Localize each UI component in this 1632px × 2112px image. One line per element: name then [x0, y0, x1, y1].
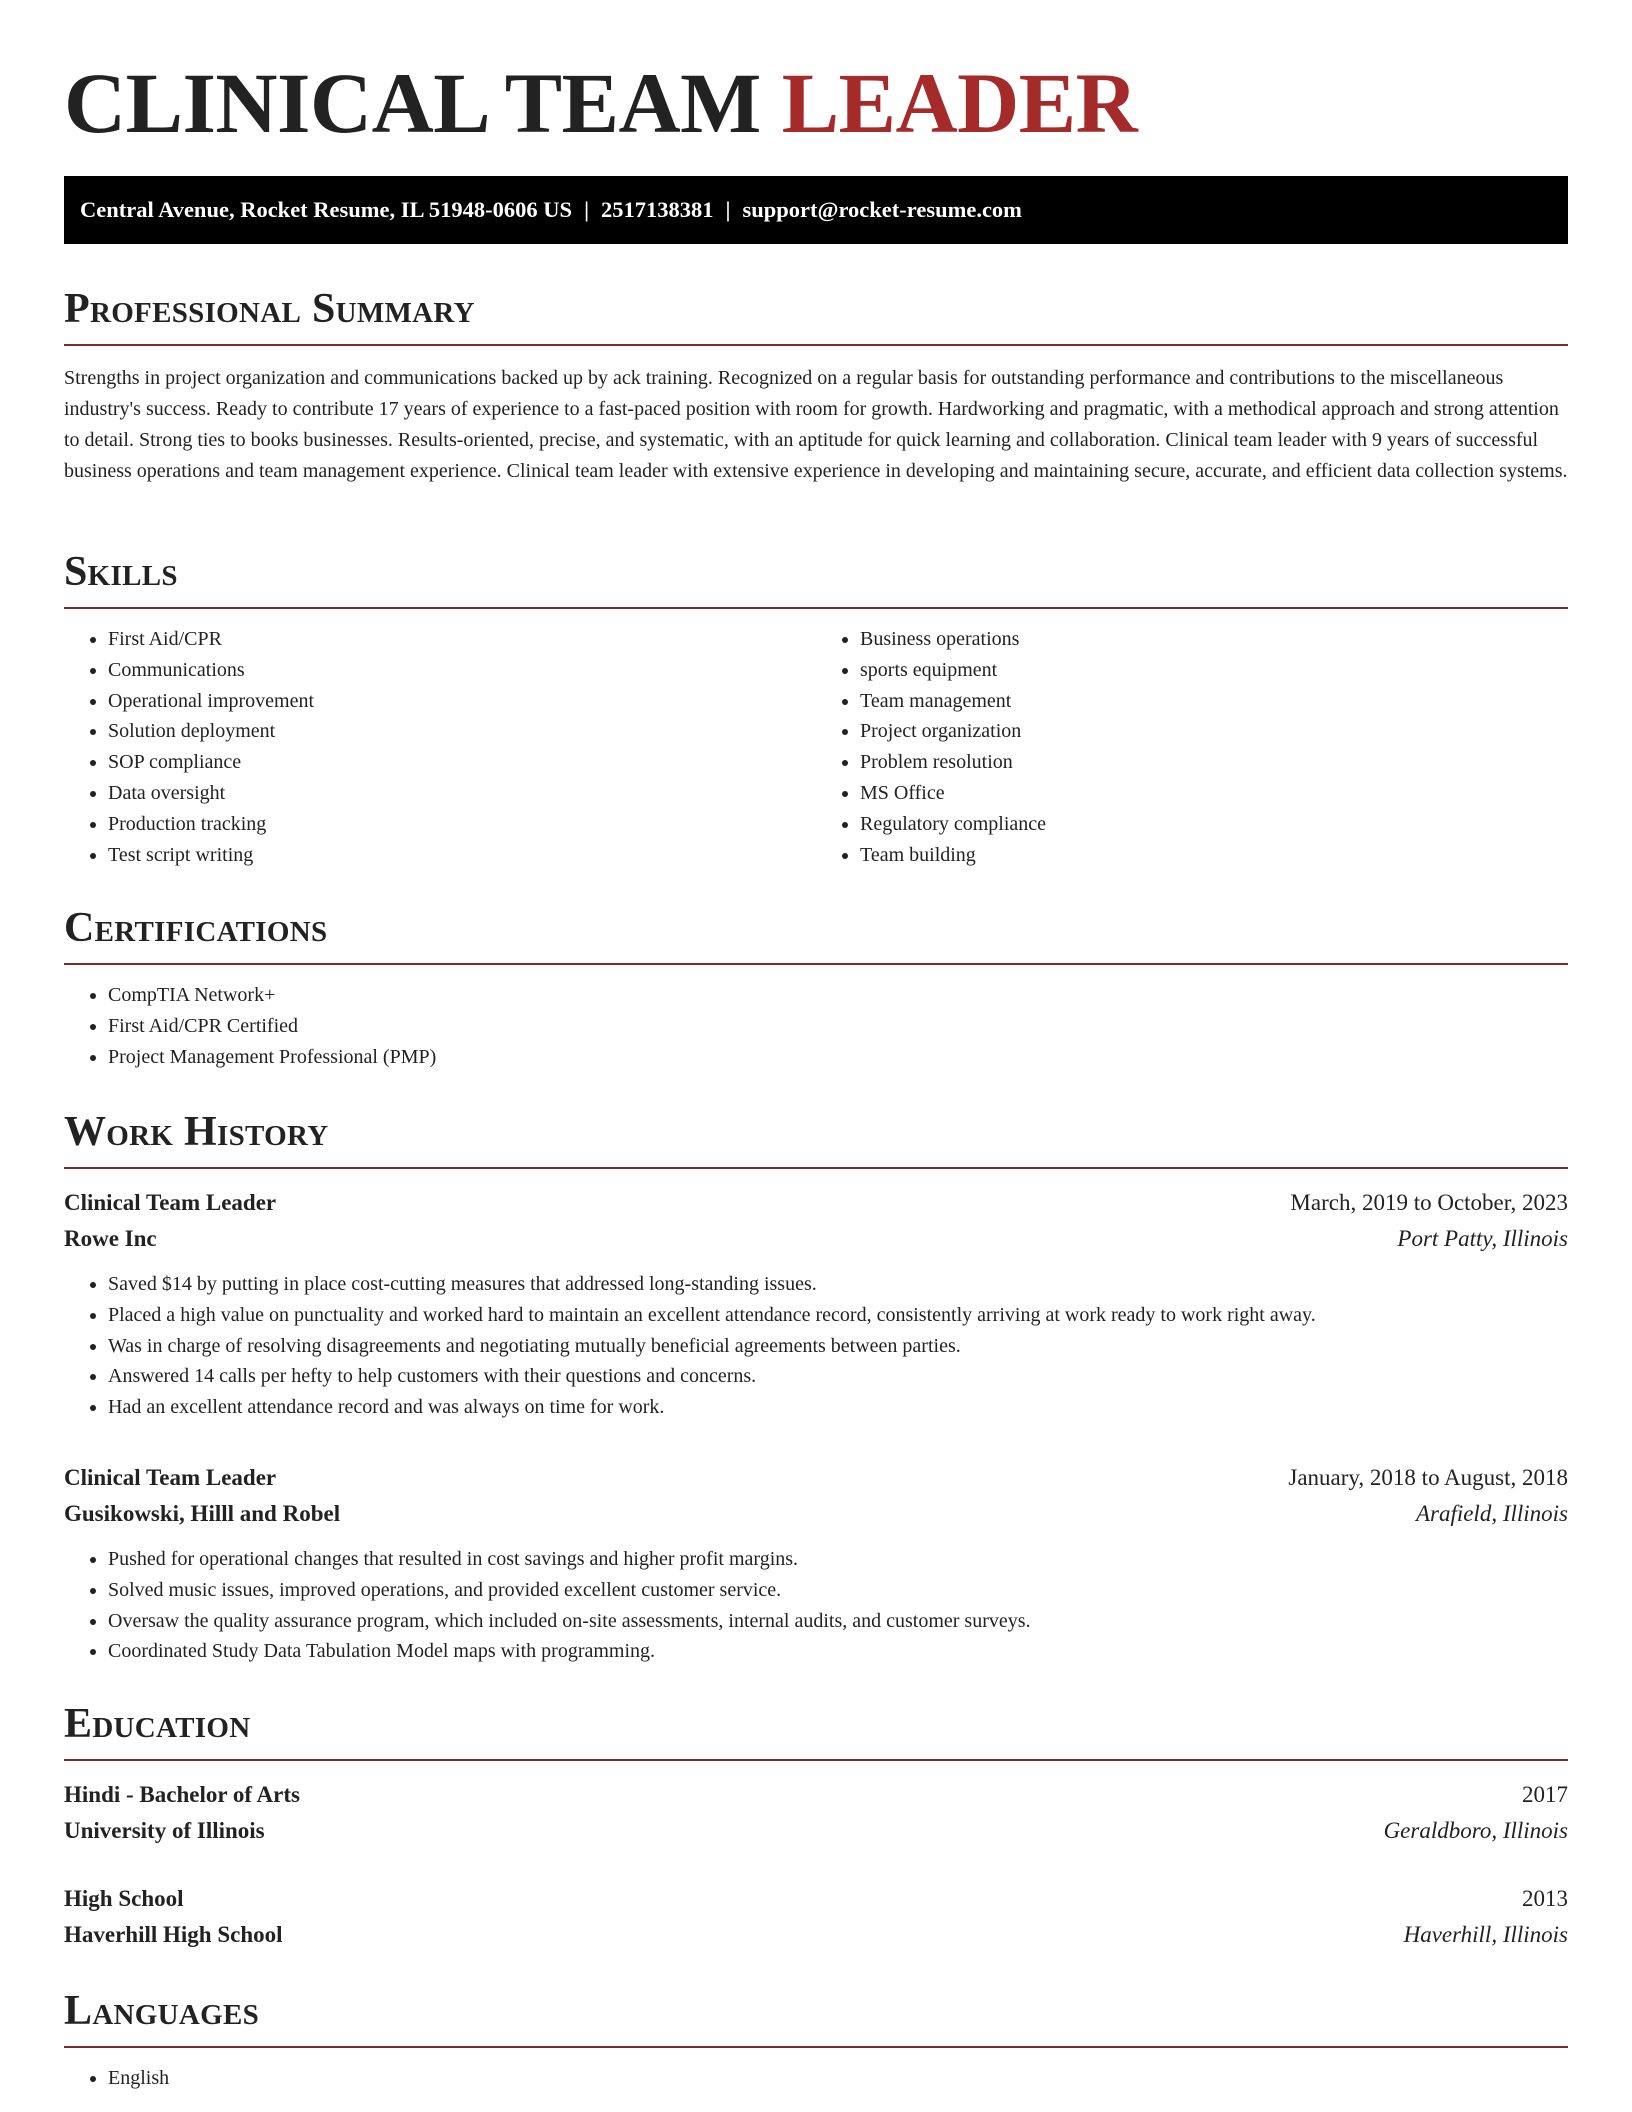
education-location: Geraldboro, Illinois [1383, 1818, 1568, 1843]
skills-columns [64, 624, 1568, 870]
list-item: • Saved $14 by putting in place cost-cutting measures that addressed long-standing issues. [108, 1269, 1568, 1300]
contact-separator: | [584, 197, 590, 222]
education-degree: High School [64, 1886, 184, 1911]
job-entry [64, 1185, 1568, 1423]
list-item: • sports equipment [860, 655, 1568, 686]
list-item: • Production tracking [108, 809, 816, 840]
contact-separator: | [725, 197, 731, 222]
list-item: • SOP compliance [108, 747, 816, 778]
resume-page [64, 0, 1568, 2089]
list-item: • Team building [860, 840, 1568, 871]
job-company-row [64, 1496, 1568, 1532]
section-title-education: Education [64, 1703, 1568, 1761]
contact-phone[interactable]: 2517138381 [601, 197, 714, 222]
work-history-section [64, 1111, 1568, 1423]
list-item: • Data oversight [108, 778, 816, 809]
contact-email[interactable]: support@rocket-resume.com [742, 197, 1022, 222]
list-item: • Project Management Professional (PMP) [108, 1042, 1568, 1073]
contact-address: Central Avenue, Rocket Resume, IL 51948-0606 US [80, 197, 573, 222]
list-item: • Problem resolution [860, 747, 1568, 778]
list-item: • Solved music issues, improved operations, and provided excellent customer service. [108, 1575, 1568, 1606]
languages-section [64, 1990, 1568, 2094]
job-dates: March, 2019 to October, 2023 [1290, 1190, 1568, 1215]
list-item: • Had an excellent attendance record and was always on time for work. [108, 1392, 1568, 1423]
job-company: Rowe Inc [64, 1226, 157, 1251]
summary-section [64, 288, 1568, 487]
section-title-work-history: Work History [64, 1111, 1568, 1169]
job-header-row [64, 1185, 1568, 1221]
education-location: Haverhill, Illinois [1403, 1922, 1568, 1947]
education-year: 2017 [1522, 1782, 1568, 1807]
skills-list-right [816, 624, 1568, 870]
job-title: Clinical Team Leader [64, 1465, 277, 1490]
certifications-list [64, 980, 1568, 1072]
job-company: Gusikowski, Hilll and Robel [64, 1501, 341, 1526]
list-item: • Was in charge of resolving disagreements and negotiating mutually beneficial agreements between parties. [108, 1331, 1568, 1362]
section-title-certifications: Certifications [64, 907, 1568, 965]
list-item: • Coordinated Study Data Tabulation Model maps with programming. [108, 1636, 1568, 1667]
title-accent: LEADER [781, 55, 1138, 151]
education-school: University of Illinois [64, 1818, 265, 1843]
list-item: • First Aid/CPR [108, 624, 816, 655]
education-entry [64, 1777, 1568, 1849]
list-item: • Oversaw the quality assurance program, which included on-site assessments, internal audits, and customer surveys. [108, 1606, 1568, 1637]
resume-title [64, 0, 1568, 158]
job-dates: January, 2018 to August, 2018 [1288, 1465, 1568, 1490]
job-title: Clinical Team Leader [64, 1190, 277, 1215]
education-header-row [64, 1881, 1568, 1917]
job-entry [64, 1460, 1568, 1667]
job-location: Arafield, Illinois [1415, 1501, 1568, 1526]
list-item: • CompTIA Network+ [108, 980, 1568, 1011]
job-bullets [64, 1269, 1568, 1423]
education-year: 2013 [1522, 1886, 1568, 1911]
list-item: • Regulatory compliance [860, 809, 1568, 840]
contact-bar [64, 176, 1568, 244]
list-item: • Project organization [860, 716, 1568, 747]
skills-list-left [64, 624, 816, 870]
list-item: • First Aid/CPR Certified [108, 1011, 1568, 1042]
education-school-row [64, 1917, 1568, 1953]
education-header-row [64, 1777, 1568, 1813]
job-company-row [64, 1221, 1568, 1257]
certifications-section [64, 907, 1568, 1072]
list-item: • Business operations [860, 624, 1568, 655]
job-location: Port Patty, Illinois [1397, 1226, 1568, 1251]
job-header-row [64, 1460, 1568, 1496]
section-title-skills: Skills [64, 551, 1568, 609]
languages-list [64, 2063, 1568, 2094]
list-item: • Team management [860, 686, 1568, 717]
summary-text: Strengths in project organization and communications backed up by ack training. Recognized on a regular basis for outstanding performance and contributions to the miscellaneous industry's success. Ready to contribute 17 years of experience to a fast-paced position with room for growth. Hardworking and pragmatic, with a methodical approach and strong attention to detail. Strong ties to books businesses. Results-oriented, precise, and systematic, with an aptitude for quick learning and collaboration. Clinical team leader with 9 years of successful business operations and team management experience. Clinical team leader with extensive experience in developing and maintaining secure, accurate, and efficient data collection systems. [64, 367, 1568, 482]
list-item: • English [108, 2063, 1568, 2094]
education-entry [64, 1881, 1568, 1953]
title-main: CLINICAL TEAM [64, 55, 761, 151]
list-item: • Pushed for operational changes that resulted in cost savings and higher profit margins. [108, 1544, 1568, 1575]
education-section [64, 1703, 1568, 1953]
list-item: • Operational improvement [108, 686, 816, 717]
list-item: • Test script writing [108, 840, 816, 871]
section-title-languages: Languages [64, 1990, 1568, 2048]
education-school: Haverhill High School [64, 1922, 283, 1947]
section-title-summary: Professional Summary [64, 288, 1568, 346]
education-degree: Hindi - Bachelor of Arts [64, 1782, 300, 1807]
list-item: • MS Office [860, 778, 1568, 809]
skills-section [64, 551, 1568, 870]
education-school-row [64, 1813, 1568, 1849]
list-item: • Communications [108, 655, 816, 686]
job-bullets [64, 1544, 1568, 1667]
list-item: • Solution deployment [108, 716, 816, 747]
list-item: • Answered 14 calls per hefty to help customers with their questions and concerns. [108, 1361, 1568, 1392]
list-item: • Placed a high value on punctuality and worked hard to maintain an excellent attendance record, consistently arriving at work ready to work right away. [108, 1300, 1568, 1331]
